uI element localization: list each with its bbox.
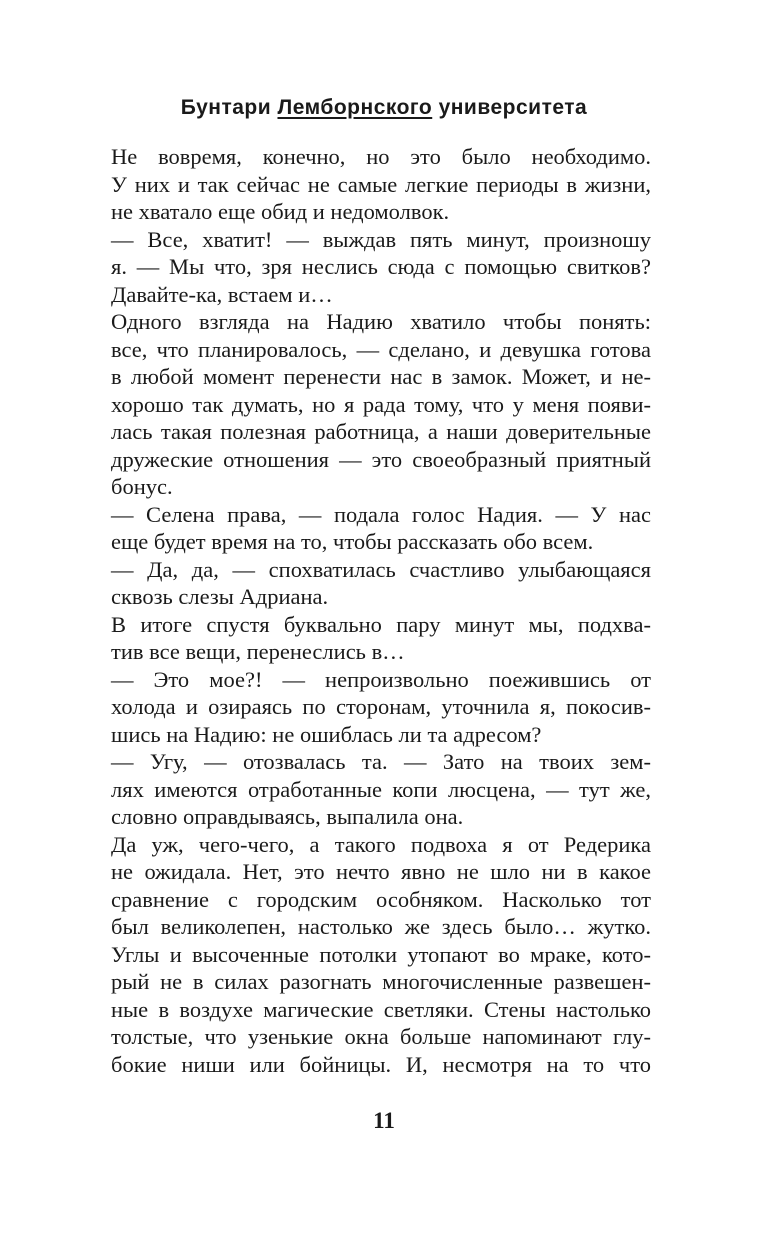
text-line: бонус. [111, 474, 173, 499]
text-line: холода и озираясь по сторонам, уточнила я, покосив- [111, 694, 651, 719]
text-line: Не вовремя, конечно, но это было необходимо. [111, 144, 651, 169]
text-line: Одного взгляда на Надию хватило чтобы понять: [111, 309, 651, 334]
text-line: лась такая полезная работница, а наши доверительные [111, 419, 651, 444]
text-line: бокие ниши или бойницы. И, несмотря на то что [111, 1051, 651, 1077]
paragraph [111, 611, 651, 666]
running-head [0, 96, 768, 120]
text-line: Давайте-ка, встаем и… [111, 281, 333, 307]
text-line: — Селена права, — подала голос Надия. — У нас [111, 501, 651, 527]
text-line: был великолепен, настолько же здесь было… жутко. [111, 914, 651, 939]
paragraph [111, 556, 651, 611]
body-text [111, 143, 651, 1078]
text-line: В итоге спустя буквально пару минут мы, подхва- [111, 611, 651, 637]
text-line: еще будет время на то, чтобы рассказать обо всем. [111, 529, 594, 554]
text-line: — Все, хватит! — выждав пять минут, произношу [111, 226, 651, 252]
running-head-part3: университета [432, 96, 588, 119]
page-number: 11 [373, 1108, 395, 1133]
text-line: рый не в силах разогнать многочисленные развешен- [111, 969, 651, 994]
text-line: У них и так сейчас не самые легкие периоды в жизни, [111, 171, 651, 197]
paragraph [111, 666, 651, 749]
text-line: шись на Надию: не ошиблась ли та адресом? [111, 721, 542, 747]
text-line: — Да, да, — спохватилась счастливо улыбающаяся [111, 556, 651, 582]
text-line: Да уж, чего-чего, а такого подвоха я от Редерика [111, 831, 651, 857]
text-line: хорошо так думать, но я рада тому, что у меня появи- [111, 391, 651, 417]
text-line: лях имеются отработанные копи люсцена, — тут же, [111, 776, 651, 802]
text-line: толстые, что узенькие окна больше напоминают глу- [111, 1024, 651, 1049]
text-line: ные в воздухе магические светляки. Стены настолько [111, 996, 651, 1022]
paragraph [111, 143, 651, 226]
paragraph [111, 226, 651, 309]
paragraph [111, 308, 651, 501]
text-line: не хватало еще обид и недомолвок. [111, 199, 450, 224]
text-line: — Это мое?! — непроизвольно поежившись от [111, 666, 651, 692]
text-line: в любой момент перенести нас в замок. Может, и не- [111, 364, 651, 389]
text-line: сквозь слезы Адриана. [111, 584, 329, 609]
paragraph [111, 748, 651, 831]
text-line: дружеские отношения — это своеобразный приятный [111, 446, 651, 472]
text-line: сравнение с городским особняком. Насколько тот [111, 886, 651, 912]
text-line: я. — Мы что, зря неслись сюда с помощью свитков? [111, 254, 651, 279]
text-line: все, что планировалось, — сделано, и девушка готова [111, 336, 651, 362]
paragraph [111, 831, 651, 1079]
text-line: тив все вещи, перенеслись в… [111, 639, 405, 664]
text-line: — Угу, — отозвалась та. — Зато на твоих зем- [111, 749, 651, 774]
paragraph [111, 501, 651, 556]
running-head-part1: Бунтари [180, 96, 278, 119]
running-head-part2: Лемборнского [277, 96, 433, 119]
text-line: Углы и высоченные потолки утопают во мраке, кото- [111, 941, 651, 967]
text-line: словно оправдываясь, выпалила она. [111, 804, 464, 829]
text-line: не ожидала. Нет, это нечто явно не шло ни в какое [111, 859, 651, 884]
